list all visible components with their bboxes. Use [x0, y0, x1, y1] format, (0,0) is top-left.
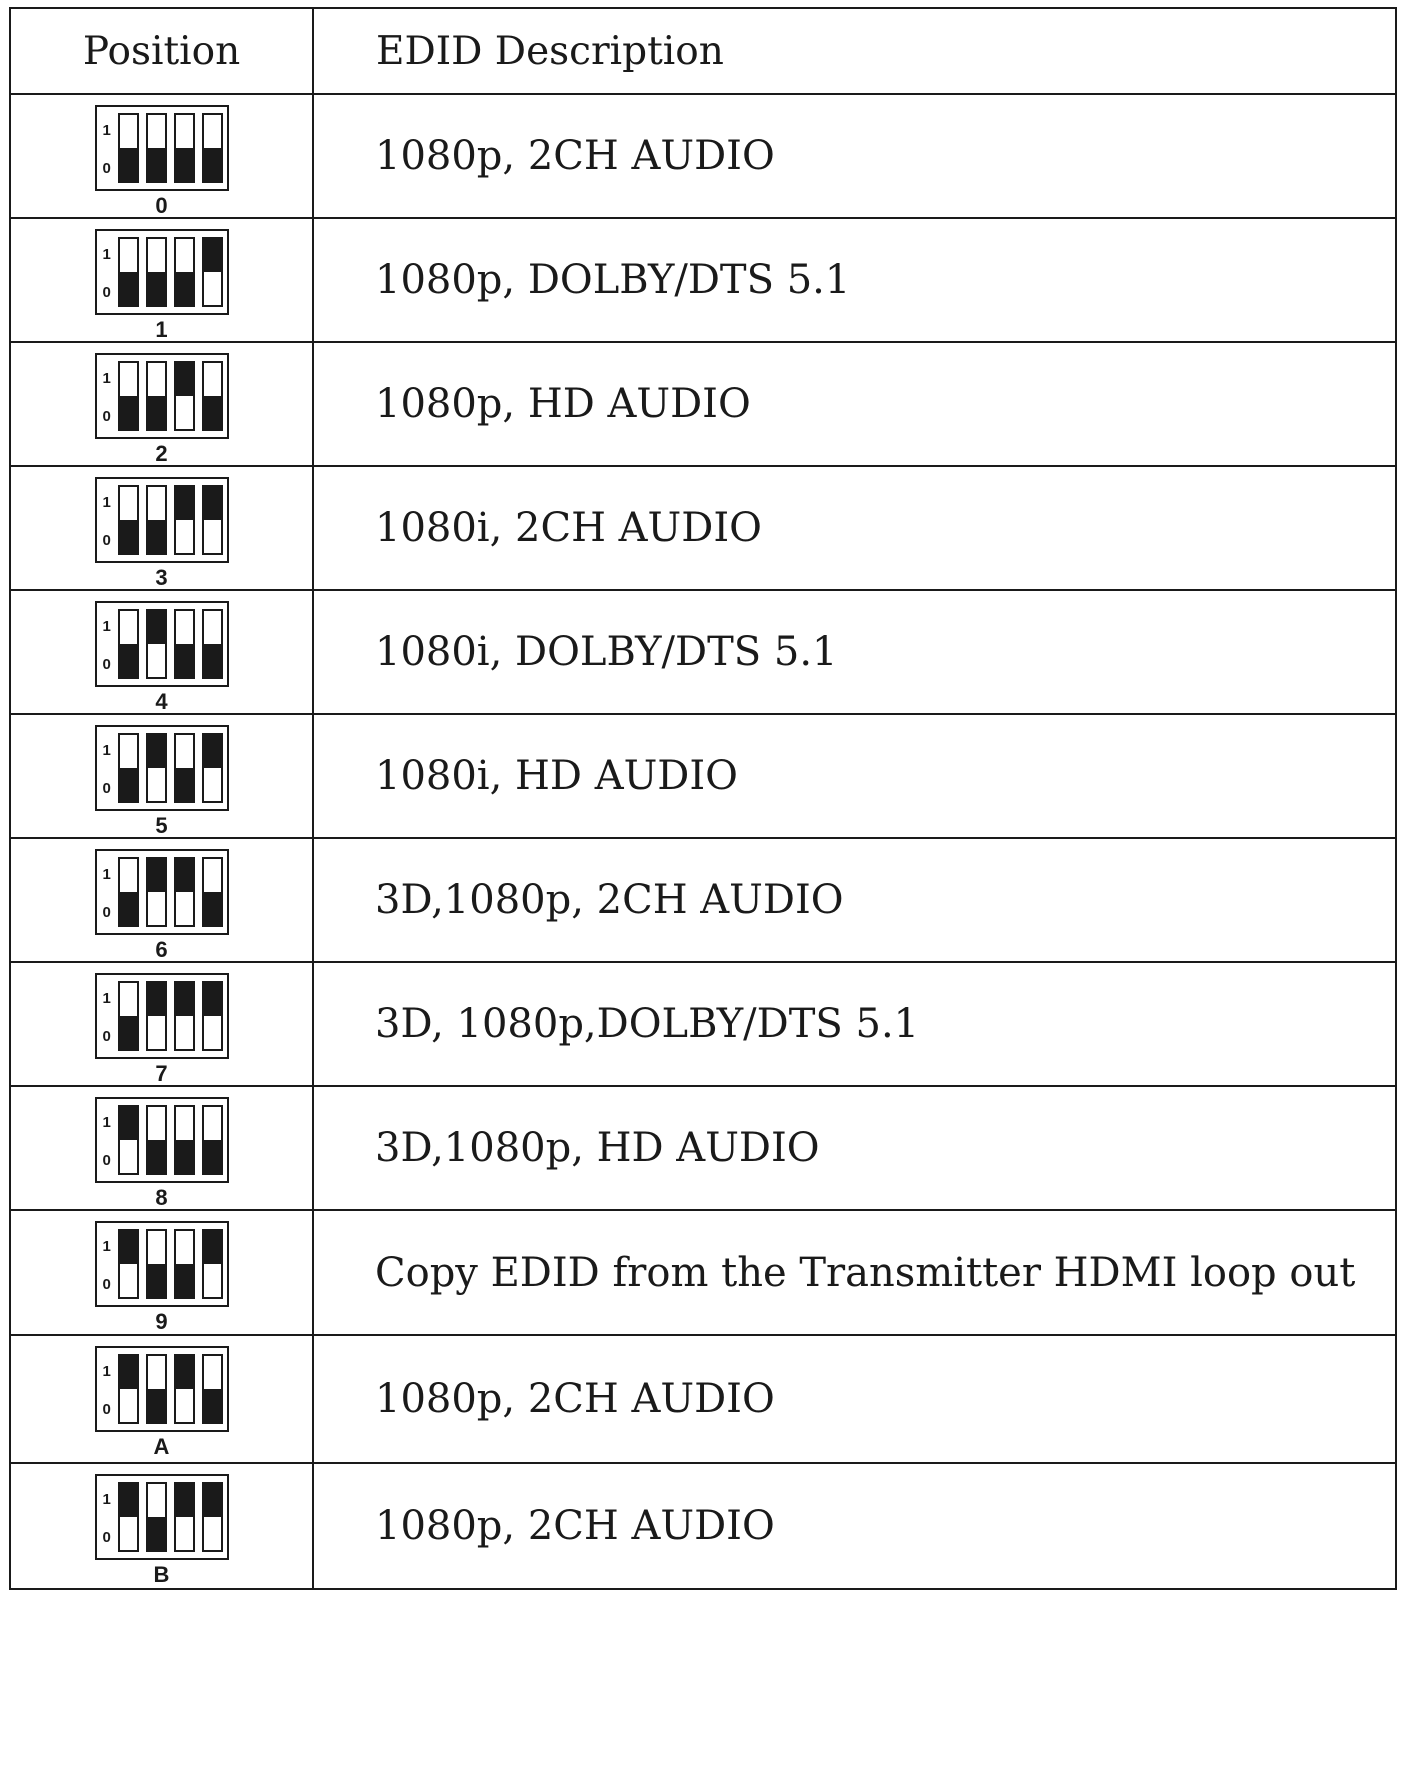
dip-switch-4-up [202, 1482, 223, 1552]
switch-on-label: 1 [102, 1491, 111, 1508]
dip-switch-2-down [146, 1229, 167, 1299]
switch-knob [204, 396, 221, 429]
dip-switch-4-up [202, 1229, 223, 1299]
position-label: 3 [155, 565, 168, 590]
switch-on-label: 1 [102, 122, 111, 139]
dip-switch-2-up [146, 981, 167, 1051]
dip-switch-block [95, 477, 229, 563]
dip-switch-diagram [92, 849, 232, 961]
switch-off-label: 0 [102, 1028, 111, 1045]
table-row [10, 1335, 1396, 1463]
table-row [10, 94, 1396, 218]
dip-switch-4-up [202, 485, 223, 555]
position-cell [10, 714, 313, 838]
edid-description: 1080i, 2CH AUDIO [313, 466, 1396, 590]
dip-switch-diagram [92, 477, 232, 589]
dip-switch-2-down [146, 1354, 167, 1424]
position-label: 0 [155, 193, 168, 218]
switch-knob [120, 892, 137, 925]
switch-knob [204, 983, 221, 1016]
switch-on-label: 1 [102, 246, 111, 263]
position-label: 1 [155, 317, 168, 342]
dip-switch-1-down [118, 981, 139, 1051]
switch-knob [204, 1389, 221, 1422]
switch-knob [204, 1231, 221, 1264]
switch-on-label: 1 [102, 742, 111, 759]
position-cell [10, 342, 313, 466]
table-row [10, 342, 1396, 466]
position-cell [10, 1463, 313, 1589]
dip-switch-3-down [174, 609, 195, 679]
dip-switch-diagram [92, 1346, 232, 1458]
dip-switch-diagram [92, 1474, 232, 1586]
position-cell [10, 1086, 313, 1210]
switch-off-label: 0 [102, 1152, 111, 1169]
dip-switch-4-up [202, 733, 223, 803]
switch-knob [148, 1140, 165, 1173]
dip-switch-2-down [146, 1482, 167, 1552]
switch-on-label: 1 [102, 1114, 111, 1131]
dip-switch-diagram [92, 1221, 232, 1333]
position-label: 8 [155, 1185, 168, 1210]
switch-knob [204, 1484, 221, 1517]
edid-description: 1080p, HD AUDIO [313, 342, 1396, 466]
switch-knob [148, 148, 165, 181]
switch-knob [176, 148, 193, 181]
dip-switch-2-down [146, 361, 167, 431]
dip-switch-2-up [146, 857, 167, 927]
switch-on-label: 1 [102, 1238, 111, 1255]
edid-description: 1080i, HD AUDIO [313, 714, 1396, 838]
edid-description: 3D,1080p, 2CH AUDIO [313, 838, 1396, 962]
position-label: B [153, 1562, 170, 1587]
switch-on-label: 1 [102, 990, 111, 1007]
edid-table [9, 7, 1397, 1590]
switch-knob [176, 1140, 193, 1173]
switch-knob [148, 1517, 165, 1550]
table-header-row [10, 8, 1396, 94]
dip-switch-diagram [92, 229, 232, 341]
switch-knob [176, 768, 193, 801]
edid-description: 1080p, 2CH AUDIO [313, 1463, 1396, 1589]
table-row [10, 838, 1396, 962]
edid-description: 1080p, 2CH AUDIO [313, 94, 1396, 218]
switch-knob [148, 735, 165, 768]
edid-description: 1080p, 2CH AUDIO [313, 1335, 1396, 1463]
switch-knob [204, 644, 221, 677]
switch-knob [204, 1140, 221, 1173]
dip-switch-diagram [92, 105, 232, 217]
switch-knob [204, 735, 221, 768]
position-label: A [153, 1434, 170, 1459]
dip-switch-1-up [118, 1482, 139, 1552]
dip-switch-block [95, 1346, 229, 1432]
switch-knob [176, 1356, 193, 1389]
switch-knob [148, 1389, 165, 1422]
dip-switch-block [95, 973, 229, 1059]
edid-description: 1080i, DOLBY/DTS 5.1 [313, 590, 1396, 714]
position-label: 4 [155, 689, 168, 714]
position-cell [10, 590, 313, 714]
position-label: 6 [155, 937, 168, 962]
dip-switch-block [95, 849, 229, 935]
switch-knob [176, 859, 193, 892]
dip-switch-diagram [92, 353, 232, 465]
table-row [10, 1463, 1396, 1589]
position-label: 9 [155, 1309, 168, 1334]
table-row [10, 714, 1396, 838]
switch-knob [120, 1107, 137, 1140]
switch-knob [148, 611, 165, 644]
position-label: 7 [155, 1061, 168, 1086]
switch-knob [120, 1484, 137, 1517]
table-row [10, 1210, 1396, 1335]
position-cell [10, 1335, 313, 1463]
dip-switch-1-down [118, 733, 139, 803]
description-header: EDID Description [313, 8, 1396, 94]
switch-off-label: 0 [102, 532, 111, 549]
dip-switch-4-up [202, 237, 223, 307]
switch-knob [120, 520, 137, 553]
dip-switch-block [95, 1221, 229, 1307]
dip-switch-3-down [174, 237, 195, 307]
dip-switch-3-up [174, 1354, 195, 1424]
switch-off-label: 0 [102, 1401, 111, 1418]
dip-switch-4-down [202, 1105, 223, 1175]
dip-switch-1-down [118, 609, 139, 679]
switch-knob [120, 148, 137, 181]
dip-switch-2-down [146, 237, 167, 307]
dip-switch-4-down [202, 113, 223, 183]
switch-on-label: 1 [102, 1363, 111, 1380]
dip-switch-block [95, 229, 229, 315]
dip-switch-2-down [146, 113, 167, 183]
switch-off-label: 0 [102, 1529, 111, 1546]
switch-knob [204, 239, 221, 272]
dip-switch-1-up [118, 1105, 139, 1175]
dip-switch-4-down [202, 1354, 223, 1424]
dip-switch-diagram [92, 725, 232, 837]
dip-switch-4-down [202, 361, 223, 431]
position-cell [10, 962, 313, 1086]
dip-switch-2-down [146, 485, 167, 555]
switch-knob [176, 487, 193, 520]
switch-knob [120, 768, 137, 801]
dip-switch-3-down [174, 1105, 195, 1175]
edid-description: 1080p, DOLBY/DTS 5.1 [313, 218, 1396, 342]
switch-knob [120, 644, 137, 677]
dip-switch-3-down [174, 113, 195, 183]
dip-switch-3-up [174, 1482, 195, 1552]
dip-switch-block [95, 353, 229, 439]
dip-switch-diagram [92, 1097, 232, 1209]
table-row [10, 962, 1396, 1086]
switch-off-label: 0 [102, 1276, 111, 1293]
switch-knob [120, 1016, 137, 1049]
position-cell [10, 218, 313, 342]
switch-knob [176, 1484, 193, 1517]
switch-knob [148, 396, 165, 429]
switch-knob [148, 983, 165, 1016]
switch-knob [148, 520, 165, 553]
dip-switch-3-up [174, 485, 195, 555]
switch-off-label: 0 [102, 408, 111, 425]
switch-knob [204, 148, 221, 181]
dip-switch-3-up [174, 981, 195, 1051]
switch-off-label: 0 [102, 284, 111, 301]
dip-switch-3-down [174, 1229, 195, 1299]
dip-switch-block [95, 1474, 229, 1560]
position-cell [10, 1210, 313, 1335]
dip-switch-3-up [174, 857, 195, 927]
table-row [10, 590, 1396, 714]
dip-switch-3-up [174, 361, 195, 431]
switch-knob [176, 272, 193, 305]
dip-switch-1-up [118, 1354, 139, 1424]
dip-switch-1-down [118, 113, 139, 183]
switch-on-label: 1 [102, 618, 111, 635]
dip-switch-block [95, 1097, 229, 1183]
switch-off-label: 0 [102, 160, 111, 177]
dip-switch-2-down [146, 1105, 167, 1175]
position-cell [10, 466, 313, 590]
switch-off-label: 0 [102, 780, 111, 797]
position-label: 2 [155, 441, 168, 466]
switch-knob [120, 1231, 137, 1264]
position-label: 5 [155, 813, 168, 838]
dip-switch-3-down [174, 733, 195, 803]
switch-knob [176, 1264, 193, 1297]
table-row [10, 218, 1396, 342]
switch-knob [176, 644, 193, 677]
table-row [10, 1086, 1396, 1210]
dip-switch-4-down [202, 609, 223, 679]
switch-knob [176, 983, 193, 1016]
switch-knob [204, 892, 221, 925]
dip-switch-block [95, 105, 229, 191]
edid-description: 3D,1080p, HD AUDIO [313, 1086, 1396, 1210]
switch-knob [148, 859, 165, 892]
switch-knob [120, 1356, 137, 1389]
dip-switch-4-down [202, 857, 223, 927]
position-cell [10, 838, 313, 962]
dip-switch-block [95, 725, 229, 811]
dip-switch-block [95, 601, 229, 687]
dip-switch-diagram [92, 601, 232, 713]
position-cell [10, 94, 313, 218]
dip-switch-1-down [118, 485, 139, 555]
edid-description: 3D, 1080p,DOLBY/DTS 5.1 [313, 962, 1396, 1086]
switch-knob [148, 1264, 165, 1297]
switch-on-label: 1 [102, 494, 111, 511]
dip-switch-1-down [118, 361, 139, 431]
dip-switch-2-up [146, 609, 167, 679]
switch-knob [120, 272, 137, 305]
dip-switch-1-down [118, 237, 139, 307]
dip-switch-1-up [118, 1229, 139, 1299]
table-body [10, 94, 1396, 1589]
position-header: Position [10, 8, 313, 94]
dip-switch-4-up [202, 981, 223, 1051]
switch-knob [148, 272, 165, 305]
dip-switch-diagram [92, 973, 232, 1085]
switch-off-label: 0 [102, 656, 111, 673]
switch-on-label: 1 [102, 370, 111, 387]
table-row [10, 466, 1396, 590]
dip-switch-2-up [146, 733, 167, 803]
switch-on-label: 1 [102, 866, 111, 883]
switch-off-label: 0 [102, 904, 111, 921]
edid-description: Copy EDID from the Transmitter HDMI loop out [313, 1210, 1396, 1335]
switch-knob [120, 396, 137, 429]
switch-knob [176, 363, 193, 396]
dip-switch-1-down [118, 857, 139, 927]
switch-knob [204, 487, 221, 520]
